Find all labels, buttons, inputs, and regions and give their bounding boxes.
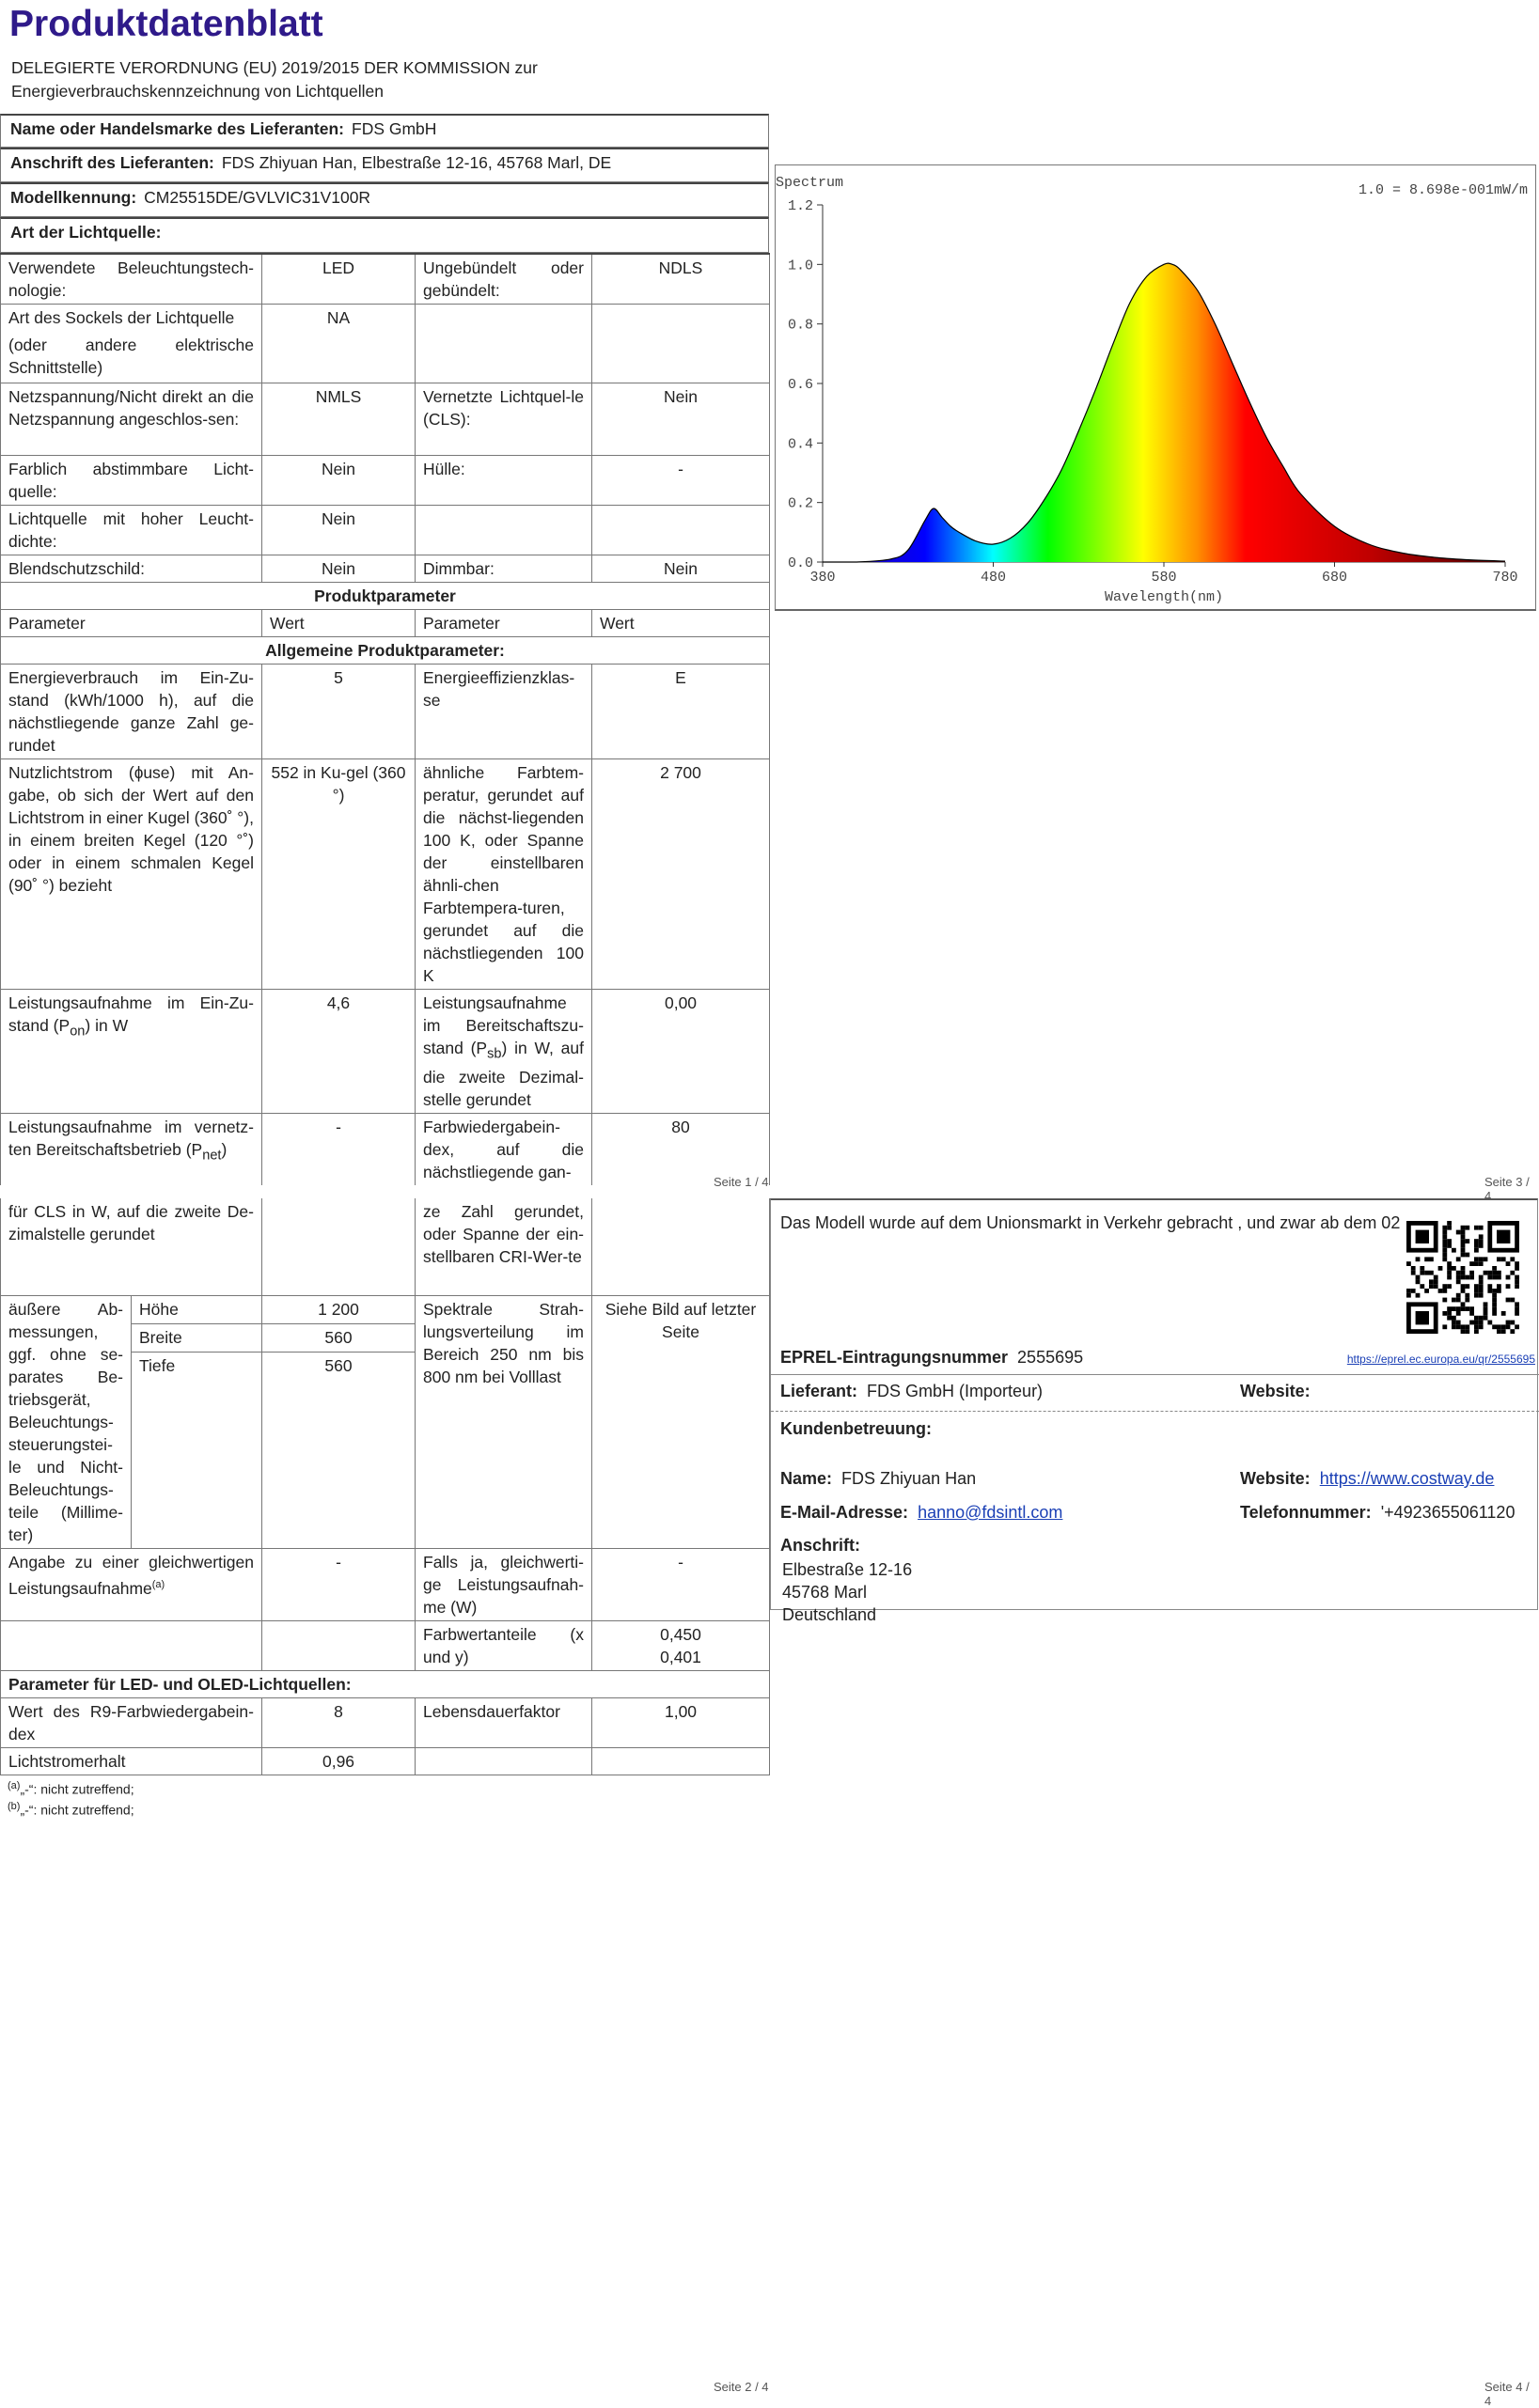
networked-standby-subscript: net — [202, 1148, 222, 1163]
equivalent-power-w-label: Falls ja, gleichwerti-ge Leistungsaufnah-me (W) — [416, 1548, 592, 1620]
page-number: Seite 3 / 4 — [1484, 1175, 1530, 1203]
table-row — [1, 1747, 770, 1775]
lumen-maintenance-label: Lichtstromerhalt — [1, 1747, 262, 1775]
networked-standby-label — [1, 1113, 262, 1185]
high-luminance-value: Nein — [262, 506, 416, 555]
empty-cell — [132, 1380, 262, 1548]
supplier-row — [0, 114, 769, 148]
footnote-a — [8, 1777, 769, 1799]
name-label: Name: — [780, 1469, 833, 1488]
depth-value: 560 — [262, 1353, 416, 1381]
chromaticity-value — [592, 1620, 770, 1670]
standby-power-label — [416, 990, 592, 1114]
supplier-label: Lieferant: — [780, 1382, 858, 1400]
col-header-parameter: Parameter — [1, 610, 262, 637]
supplier-value: FDS GmbH (Importeur) — [867, 1382, 1044, 1400]
r9-label: Wert des R9-Farbwiedergabein-dex — [1, 1697, 262, 1747]
y-tick-label: 1.2 — [787, 198, 813, 214]
tech-label: Verwendete Beleuchtungstech-nologie: — [1, 254, 262, 305]
empty-cell — [416, 305, 592, 383]
parameter-table-continued — [0, 1198, 770, 1775]
col-header-parameter: Parameter — [416, 610, 592, 637]
address-value: FDS Zhiyuan Han, Elbestraße 12-16, 45768 Marl, DE — [221, 153, 612, 172]
customer-service-label: Kundenbetreuung: — [780, 1419, 932, 1438]
table-row — [1, 254, 770, 305]
page-number: Seite 2 / 4 — [714, 2380, 769, 2394]
x-tick-label: 480 — [980, 570, 1007, 586]
cct-label: ähnliche Farbtem-peratur, gerundet auf die nächst-liegenden 100 K, oder Spanne der einstellbaren ähnli-chen Farbtempera-turen, gerundet auf die nächstliegenden 100 K — [416, 759, 592, 990]
mains-label: Netzspannung/Nicht direkt an die Netzspannung angeschlos-sen: — [1, 383, 262, 456]
email-link[interactable]: hanno@fdsintl.com — [918, 1503, 1063, 1522]
table-row — [1, 506, 770, 555]
table-row — [1, 1548, 770, 1620]
eprel-info-box — [770, 1198, 1538, 1624]
networked-standby-label-cont: für CLS in W, auf die zweite De-zimalstelle gerundet — [1, 1198, 262, 1295]
envelope-value: - — [592, 456, 770, 506]
height-value: 1 200 — [262, 1295, 416, 1323]
regulation-line-2: Energieverbrauchskennzeichnung von Lichtquellen — [11, 82, 384, 101]
table-row — [1, 1697, 770, 1747]
table-row — [1, 637, 770, 665]
page-3 — [770, 0, 1539, 1203]
page-title: Produktdatenblatt — [9, 4, 323, 44]
bundled-value: NDLS — [592, 254, 770, 305]
footnotes — [8, 1777, 769, 1820]
y-tick-label: 0.4 — [787, 436, 813, 453]
equivalent-power-value: - — [262, 1548, 416, 1620]
table-row — [1, 555, 770, 583]
x-tick-label: 580 — [1151, 570, 1177, 586]
eprel-row — [780, 1348, 1083, 1368]
energy-consumption-value: 5 — [262, 665, 416, 759]
spectral-distribution-label: Spektrale Strah-lungsverteilung im Bereich 250 nm bis 800 nm bei Volllast — [416, 1295, 592, 1548]
cap-value: NA — [262, 305, 416, 383]
empty-cell — [1, 1620, 262, 1670]
website-link[interactable]: https://www.costway.de — [1319, 1469, 1495, 1488]
tech-value: LED — [262, 254, 416, 305]
address-line-2: 45768 Marl — [782, 1583, 868, 1602]
empty-cell — [592, 506, 770, 555]
cls-value: Nein — [592, 383, 770, 456]
dimmable-label: Dimmbar: — [416, 555, 592, 583]
high-luminance-label: Lichtquelle mit hoher Leucht-dichte: — [1, 506, 262, 555]
dimensions-label: äußere Ab-messungen, ggf. ohne se-parates Be-triebsgerät, Beleuchtungs-steuerungstei-le und Nicht-Beleuchtungs-teile (Millime-ter) — [1, 1295, 132, 1548]
x-tick-label: 380 — [809, 570, 836, 586]
networked-standby-value: - — [262, 1113, 416, 1185]
source-table — [0, 253, 770, 1185]
y-tick-label: 0.0 — [787, 555, 813, 571]
on-mode-power-text-a: Leistungsaufnahme im Ein-Zu-stand (P — [8, 993, 254, 1035]
footnote-ref-a: (a) — [151, 1578, 165, 1590]
chromaticity-x: 0,450 — [660, 1624, 701, 1644]
survival-factor-value: 1,00 — [592, 1697, 770, 1747]
chart-annotation: 1.0 = 8.698e-001mW/m — [1358, 182, 1528, 198]
networked-standby-text-b: ) — [221, 1139, 228, 1159]
y-tick-label: 0.2 — [787, 495, 813, 512]
table-row — [1, 1670, 770, 1697]
supplier-row — [780, 1382, 1043, 1401]
address-label: Anschrift des Lieferanten: — [10, 153, 214, 172]
website2-label: Website: — [1240, 1469, 1311, 1488]
standby-power-text-b: ) in W, auf die zweite Dezimal-stelle gerundet — [423, 1039, 584, 1109]
empty-cell — [416, 506, 592, 555]
cct-value: 2 700 — [592, 759, 770, 990]
col-header-value: Wert — [592, 610, 770, 637]
colour-value: Nein — [262, 456, 416, 506]
cri-label: Farbwiedergabein-dex, auf die nächstliegende gan- — [416, 1113, 592, 1185]
x-axis-label: Wavelength(nm) — [1104, 589, 1224, 605]
phone-label: Telefonnummer: — [1240, 1503, 1372, 1522]
eprel-label: EPREL-Eintragungsnummer — [780, 1348, 1009, 1367]
survival-factor-label: Lebensdauerfaktor — [416, 1697, 592, 1747]
empty-cell — [416, 1747, 592, 1775]
footnote-a-text: „-“: nicht zutreffend; — [20, 1781, 134, 1797]
table-row — [1, 990, 770, 1114]
spectrum-chart — [776, 165, 1533, 607]
led-section-header: Parameter für LED- und OLED-Lichtquellen: — [1, 1670, 770, 1697]
source-type-row — [0, 217, 769, 253]
equivalent-power-label — [1, 1548, 262, 1620]
empty-cell — [592, 1747, 770, 1775]
luminous-flux-label: Nutzlichtstrom (ɸuse) mit An-gabe, ob sich der Wert auf den Lichtstrom in einer Kugel (360˚ °), in einem breiten Kegel (120 °˚) oder in einem schmalen Kegel (90˚ °) bezieht — [1, 759, 262, 990]
r9-value: 8 — [262, 1697, 416, 1747]
address-line-1: Elbestraße 12-16 — [782, 1560, 913, 1579]
y-tick-label: 0.8 — [787, 317, 813, 334]
x-tick-label: 680 — [1321, 570, 1348, 586]
address-row — [0, 148, 769, 182]
empty-cell — [262, 1620, 416, 1670]
glare-label: Blendschutzschild: — [1, 555, 262, 583]
empty-cell — [592, 305, 770, 383]
col-header-value: Wert — [262, 610, 416, 637]
cri-value: 80 — [592, 1113, 770, 1185]
colour-label: Farblich abstimmbare Licht-quelle: — [1, 456, 262, 506]
empty-cell — [262, 1198, 416, 1295]
networked-standby-text-a: Leistungsaufnahme im vernetz-ten Bereitschaftsbetrieb (P — [8, 1117, 254, 1159]
model-row — [0, 182, 769, 217]
page-2 — [0, 1198, 769, 2406]
email-label: E-Mail-Adresse: — [780, 1503, 909, 1522]
energy-consumption-label: Energieverbrauch im Ein-Zu-stand (kWh/1000 h), auf die nächstliegende ganze Zahl ge-rundet — [1, 665, 262, 759]
address-label: Anschrift: — [780, 1536, 860, 1555]
phone-value: '+4923655061120 — [1380, 1503, 1515, 1522]
table-row — [1, 1295, 770, 1323]
depth-label: Tiefe — [132, 1353, 262, 1381]
standby-power-value: 0,00 — [592, 990, 770, 1114]
envelope-label: Hülle: — [416, 456, 592, 506]
height-label: Höhe — [132, 1295, 262, 1323]
y-tick-label: 0.6 — [787, 377, 813, 393]
name-row — [780, 1469, 976, 1489]
on-mode-power-value: 4,6 — [262, 990, 416, 1114]
table-row — [1, 1198, 770, 1295]
table-row — [1, 759, 770, 990]
table-row — [1, 1620, 770, 1670]
energy-class-label: Energieeffizienzklas-se — [416, 665, 592, 759]
table-row — [1, 456, 770, 506]
model-label: Modellkennung: — [10, 188, 137, 207]
table-row — [1, 305, 770, 383]
spectrum-chart-frame — [775, 164, 1536, 611]
cri-label-cont: ze Zahl gerundet, oder Spanne der ein-stellbaren CRI-Wer-te — [416, 1198, 592, 1295]
y-tick-label: 1.0 — [787, 258, 813, 274]
phone-row — [1240, 1503, 1515, 1523]
on-mode-subscript: on — [70, 1024, 86, 1040]
spectrum-area — [823, 263, 1505, 562]
width-value: 560 — [262, 1323, 416, 1352]
source-type-label: Art der Lichtquelle: — [10, 223, 162, 242]
table-row — [1, 665, 770, 759]
empty-cell — [592, 1198, 770, 1295]
equivalent-power-w-value: - — [592, 1548, 770, 1620]
luminous-flux-value: 552 in Ku-gel (360 °) — [262, 759, 416, 990]
table-row — [1, 383, 770, 456]
page-number: Seite 4 / 4 — [1484, 2380, 1530, 2408]
email-row — [780, 1503, 1062, 1523]
name-value: FDS Zhiyuan Han — [841, 1469, 977, 1488]
glare-value: Nein — [262, 555, 416, 583]
supplier-label: Name oder Handelsmarke des Lieferanten: — [10, 119, 344, 138]
bundled-label: Ungebündelt oder gebündelt: — [416, 254, 592, 305]
section-product-parameters: Produktparameter — [1, 583, 770, 610]
footnote-b-mark: (b) — [8, 1801, 21, 1813]
supplier-value: FDS GmbH — [352, 119, 437, 138]
chromaticity-label: Farbwertanteile (x und y) — [416, 1620, 592, 1670]
table-row — [1, 1113, 770, 1185]
qr-code-icon — [1406, 1221, 1519, 1334]
regulation-line-1: DELEGIERTE VERORDNUNG (EU) 2019/2015 DER KOMMISSION zur — [11, 58, 538, 77]
chart-title: Spectrum — [776, 175, 844, 191]
cap-label — [1, 305, 262, 383]
address-block — [782, 1558, 912, 1626]
eprel-link[interactable]: https://eprel.ec.europa.eu/qr/2555695 — [1346, 1353, 1535, 1366]
lumen-maintenance-value: 0,96 — [262, 1747, 416, 1775]
cap-label-line2: (oder andere elektrische Schnittstelle) — [8, 336, 254, 377]
footnote-b — [8, 1798, 769, 1820]
standby-subscript: sb — [487, 1046, 502, 1062]
website-row — [1240, 1469, 1494, 1489]
width-label: Breite — [132, 1323, 262, 1352]
equivalent-power-text: Angabe zu einer gleichwertigen Leistungsaufnahme — [8, 1552, 254, 1598]
table-row — [1, 583, 770, 610]
divider — [771, 1374, 1539, 1375]
x-tick-label: 780 — [1492, 570, 1518, 586]
spectral-distribution-value: Siehe Bild auf letzter Seite — [592, 1295, 770, 1548]
divider — [771, 1411, 1539, 1412]
market-date-text: Das Modell wurde auf dem Unionsmarkt in Verkehr gebracht , und zwar ab dem 02 — [780, 1213, 1401, 1232]
page-4 — [770, 1198, 1539, 2406]
on-mode-power-label — [1, 990, 262, 1114]
regulation-subtitle — [11, 56, 769, 103]
page-number: Seite 1 / 4 — [714, 1175, 769, 1189]
cls-label: Vernetzte Lichtquel-le (CLS): — [416, 383, 592, 456]
footnote-b-text: „-“: nicht zutreffend; — [20, 1802, 134, 1818]
website-label — [1240, 1382, 1311, 1401]
eprel-number: 2555695 — [1017, 1348, 1084, 1367]
table-row — [1, 610, 770, 637]
standby-power-text-a: Leistungsaufnahme im Bereitschaftszu-stand (P — [423, 993, 584, 1057]
section-general-parameters: Allgemeine Produktparameter: — [1, 637, 770, 665]
mains-value: NMLS — [262, 383, 416, 456]
on-mode-power-text-b: ) in W — [85, 1016, 129, 1035]
chromaticity-y: 0,401 — [660, 1647, 701, 1666]
empty-cell — [262, 1380, 416, 1548]
website-label-text: Website: — [1240, 1382, 1311, 1400]
energy-class-value: E — [592, 665, 770, 759]
footnote-a-mark: (a) — [8, 1779, 21, 1791]
page-1 — [0, 0, 769, 1189]
dimmable-value: Nein — [592, 555, 770, 583]
model-value: CM25515DE/GVLVIC31V100R — [144, 188, 371, 207]
cap-label-line1: Art des Sockels der Lichtquelle — [8, 308, 235, 327]
address-line-3: Deutschland — [782, 1605, 877, 1624]
